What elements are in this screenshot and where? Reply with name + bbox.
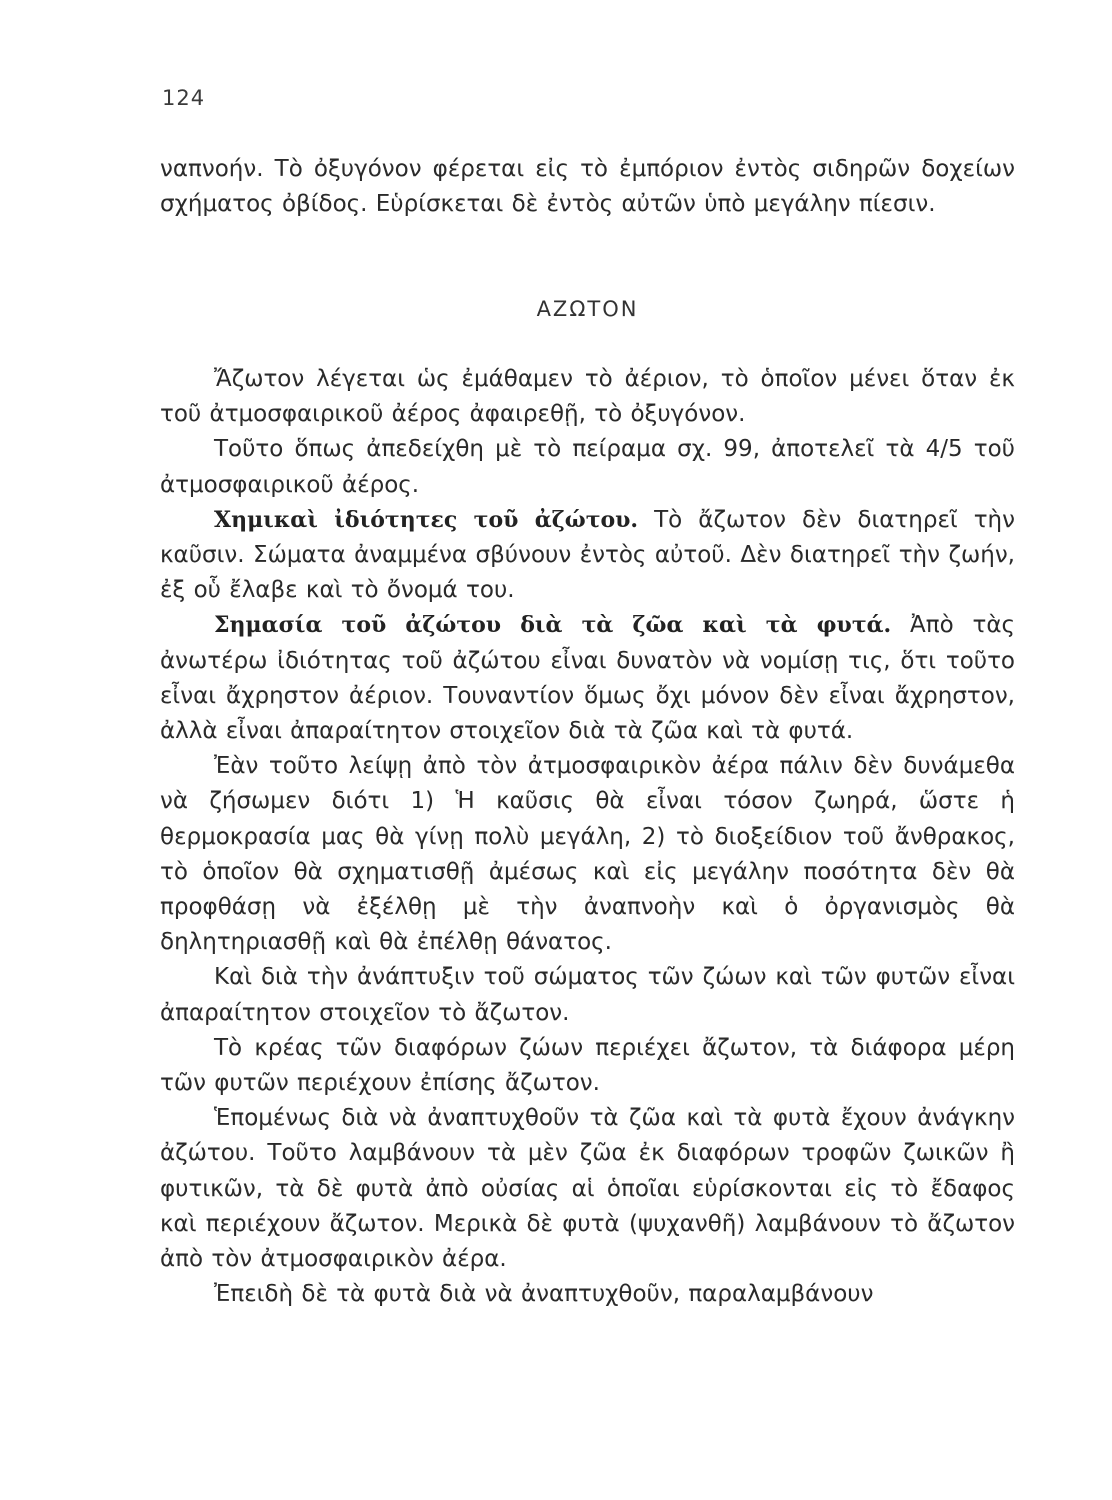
section-body [160,362,1015,1312]
intro-text [160,152,1015,222]
page-number: 124 [162,86,206,110]
paragraph-definition: Ἄζωτον λέγεται ὡς ἐμάθαμεν τὸ ἀέριον, τὸ ὁποῖον μένει ὅταν ἐκ τοῦ ἀτμοσφαιρικοῦ ἀέρος ἀφαιρεθῇ, τὸ ὀξυγόνον. [160,366,1015,428]
paragraph-composition: Τοῦτο ὅπως ἀπεδείχθη μὲ τὸ πείραμα σχ. 99, ἀποτελεῖ τὰ 4/5 τοῦ ἀτμοσφαιρικοῦ ἀέρος. [160,436,1015,498]
section-heading: ΑΖΩΤΟΝ [536,297,639,321]
paragraph-meat-plants: Τὸ κρέας τῶν διαφόρων ζώων περιέχει ἄζωτον, τὰ διάφορα μέρη τῶν φυτῶν περιέχουν ἐπίσης ἄζωτον. [160,1034,1015,1097]
paragraph-consequently: Ἑπομένως διὰ νὰ ἀναπτυχθοῦν τὰ ζῶα καὶ τὰ φυτὰ ἔχουν ἀνάγκην ἀζώτου. Τοῦτο λαμβάνουν τὰ μὲν ζῶα ἐκ διαφόρων τροφῶν ζωικῶν ἢ φυτικῶν, τὰ δὲ φυτὰ ἀπὸ οὐσίας αἱ ὁποῖαι εὑρίσκονται εἰς τὸ ἔδαφος καὶ περιέχουν ἄζωτον. Μερικὰ δὲ φυτὰ (ψυχανθῆ) λαμβάνουν τὸ ἄζωτον ἀπὸ τὸν ἀτμοσφαιρικὸν ἀέρα. [160,1105,1015,1273]
importance-subheading: Σημασία τοῦ ἀζώτου διὰ τὰ ζῶα καὶ τὰ φυτά. [214,612,892,639]
paragraph-importance [160,608,1015,749]
importance-text: Ἀπὸ τὰς ἀνωτέρω ἰδιότητας τοῦ ἀζώτου εἶναι δυνατὸν νὰ νομίσῃ τις, ὅτι τοῦτο εἶναι ἄχρηστον ἀέριον. Τουναντίον ὅμως ὄχι μόνον δὲν εἶναι ἄχρηστον, ἀλλὰ εἶναι ἀπαραίτητον στοιχεῖον διὰ τὰ ζῶα καὶ τὰ φυτά. [160,612,1015,745]
chemical-properties-text: Τὸ ἄζωτον δὲν διατηρεῖ τὴν καῦσιν. Σώματα ἀναμμένα σβύνουν ἐντὸς αὐτοῦ. Δὲν διατηρεῖ τὴν ζωήν, ἐξ οὗ ἔλαβε καὶ τὸ ὄνομά του. [160,506,1015,604]
paragraph-growth: Καὶ διὰ τὴν ἀνάπτυξιν τοῦ σώματος τῶν ζώων καὶ τῶν φυτῶν εἶναι ἀπαραίτητον στοιχεῖον τὸ ἄζωτον. [160,964,1015,1026]
chemical-properties-subheading: Χημικαὶ ἰδιότητες τοῦ ἀζώτου. [214,506,639,533]
paragraph-absence: Ἐὰν τοῦτο λείψῃ ἀπὸ τὸν ἀτμοσφαιρικὸν ἀέρα πάλιν δὲν δυνάμεθα νὰ ζήσωμεν διότι 1) Ἡ καῦσις θὰ εἶναι τόσον ζωηρά, ὥστε ἡ θερμοκρασία μας θὰ γίνῃ πολὺ μεγάλη, 2) τὸ διοξείδιον τοῦ ἄνθρακος, τὸ ὁποῖον θὰ σχηματισθῇ ἀμέσως καὶ εἰς μεγάλην ποσότητα δὲν θὰ προφθάσῃ νὰ ἐξέλθῃ μὲ τὴν ἀναπνοὴν καὶ ὁ ὀργανισμὸς θὰ δηλητηριασθῇ καὶ θὰ ἐπέλθῃ θάνατος. [160,753,1015,956]
intro-paragraph: ναπνοήν. Τὸ ὀξυγόνον φέρεται εἰς τὸ ἐμπόριον ἐντὸς σιδηρῶν δοχείων σχήματος ὀβίδος. Εὑρίσκεται δὲ ἐντὸς αὐτῶν ὑπὸ μεγάλην πίεσιν. [160,156,1015,218]
paragraph-chemical-properties [160,503,1015,609]
paragraph-since: Ἐπειδὴ δὲ τὰ φυτὰ διὰ νὰ ἀναπτυχθοῦν, παραλαμβάνουν [214,1281,874,1308]
